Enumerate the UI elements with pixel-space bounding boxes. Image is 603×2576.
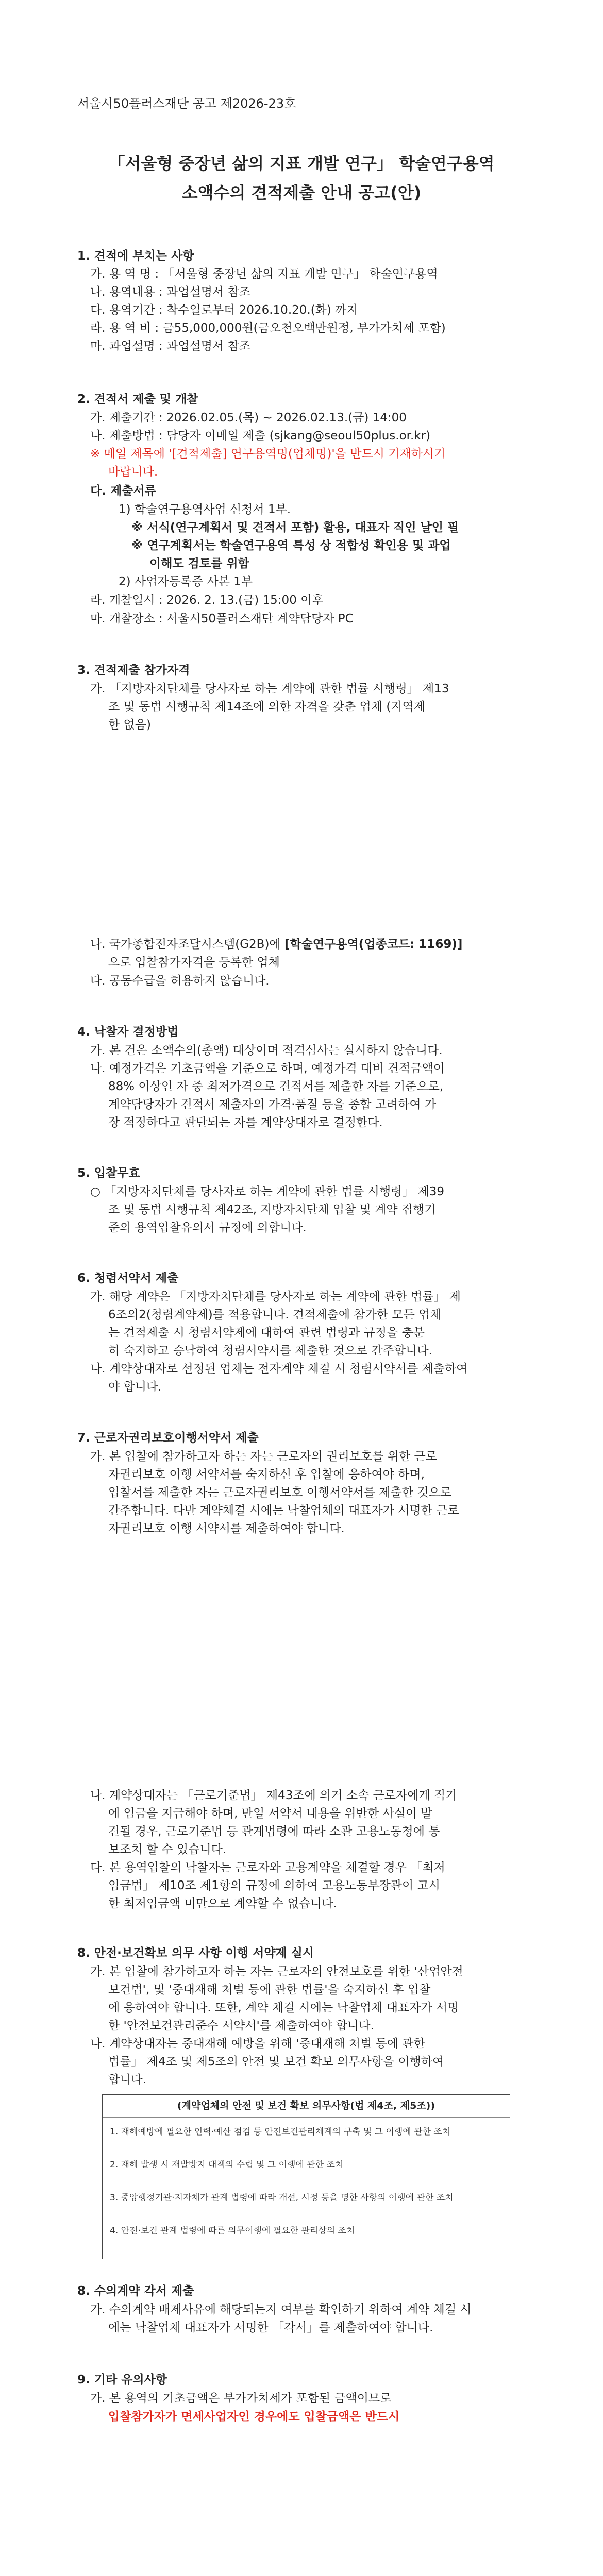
s2-item-c1: 1) 학술연구용역사업 신청서 1부.	[119, 503, 291, 516]
s8-item-b-2: 법률」 제4조 및 제5조의 안전 및 보건 확보 의무사항을 이행하여	[108, 2055, 444, 2069]
s7-item-a-5: 자권리보호 이행 서약서를 제출하여야 합니다.	[108, 1522, 345, 1535]
safety-duty-1: 1. 재해예방에 필요한 인력·예산 점검 등 안전보건관리체계의 구축 및 그 이행에 관한 조치	[110, 2127, 451, 2137]
s2-item-d: 라. 개찰일시 : 2026. 2. 13.(금) 15:00 이후	[90, 594, 324, 607]
s9-item-a-1: 가. 본 용역의 기초금액은 부가가치세가 포함된 금액이므로	[90, 2392, 392, 2405]
title-line-1: 「서울형 중장년 삶의 지표 개발 연구」 학술연구용역	[108, 154, 495, 173]
section-5-heading: 5. 입찰무효	[77, 1166, 140, 1180]
s1-item-b: 나. 용역내용 : 과업설명서 참조	[90, 285, 250, 299]
s2-item-c1-note-1: ※ 서식(연구계획서 및 견적서 포함) 활용, 대표자 직인 날인 필	[131, 521, 459, 534]
s2-item-c2: 2) 사업자등록증 사본 1부	[119, 575, 253, 588]
s5-item-1: ○ 「지방자치단체를 당사자로 하는 계약에 관한 법률 시행령」 제39	[90, 1185, 445, 1198]
s6-item-a-3: 는 견적제출 시 청렴서약제에 대하여 관련 법령과 규정을 충분	[108, 1326, 425, 1340]
s1-item-e: 마. 과업설명 : 과업설명서 참조	[90, 340, 250, 353]
section-7-heading: 7. 근로자권리보호이행서약서 제출	[77, 1431, 259, 1445]
s6-item-a-1: 가. 해당 계약은 「지방자치단체를 당사자로 하는 계약에 관한 법률」 제	[90, 1290, 461, 1303]
s7-item-a-2: 자권리보호 이행 서약서를 숙지하신 후 입찰에 응하여야 하며,	[108, 1468, 425, 1481]
s7-item-c-3: 한 최저임금액 미만으로 계약할 수 없습니다.	[108, 1897, 337, 1910]
s3-item-b-2: 으로 입찰참가자격을 등록한 업체	[108, 956, 280, 969]
s8-item-b-1: 나. 계약상대자는 중대재해 예방을 위해 '중대재해 처벌 등에 관한	[90, 2037, 425, 2050]
s4-item-b-1: 나. 예정가격은 기초금액을 기준으로 하며, 예정가격 대비 견적금액이	[90, 1062, 445, 1075]
notice-number: 서울시50플러스재단 공고 제2026-23호	[77, 96, 296, 111]
s7-item-b-1: 나. 계약상대자는 「근로기준법」 제43조에 의거 소속 근로자에게 직기	[90, 1789, 457, 1802]
s6-item-b-1: 나. 계약상대자로 선정된 업체는 전자계약 체결 시 청렴서약서를 제출하여	[90, 1362, 468, 1376]
safety-duty-4: 4. 안전·보건 관계 법령에 따른 의무이행에 필요한 관리상의 조치	[110, 2226, 355, 2236]
s8-item-a-3: 에 응하여야 합니다. 또한, 계약 체결 시에는 낙찰업체 대표자가 서명	[108, 2001, 459, 2014]
s9-item-a-2: 입찰참가자가 면세사업자인 경우에도 입찰금액은 반드시	[108, 2410, 400, 2424]
s8-item-a-1: 가. 본 입찰에 참가하고자 하는 자는 근로자의 안전보호를 위한 '산업안전	[90, 1965, 463, 1978]
s4-item-b-3: 계약담당자가 견적서 제출자의 가격·품질 등을 종합 고려하여 가	[108, 1098, 437, 1111]
s8-item-b-3: 합니다.	[108, 2073, 146, 2087]
s2-item-c: 다. 제출서류	[90, 484, 156, 498]
s4-item-b-4: 장 적정하다고 판단되는 자를 계약상대자로 결정한다.	[108, 1116, 383, 1129]
s2-item-e: 마. 개찰장소 : 서울시50플러스재단 계약담당자 PC	[90, 612, 354, 625]
s8-item-a-4: 한 '안전보건관리준수 서약서'를 제출하여야 합니다.	[108, 2019, 374, 2032]
s7-item-a-1: 가. 본 입찰에 참가하고자 하는 자는 근로자의 권리보호를 위한 근로	[90, 1450, 437, 1463]
s2-warning-2: 바랍니다.	[108, 465, 158, 479]
s6-item-a-2: 6조의2(청렴계약제)를 적용합니다. 견적제출에 참가한 모든 업체	[108, 1308, 442, 1321]
s2-item-c1-note-3: 이해도 검토를 위함	[149, 557, 249, 570]
s2-warning-1: ※ 메일 제목에 '[견적제출] 연구용역명(업체명)'을 반드시 기재하시기	[90, 447, 446, 461]
title-line-2: 소액수의 견적제출 안내 공고(안)	[181, 183, 422, 202]
section-2-heading: 2. 견적서 제출 및 개찰	[77, 393, 198, 406]
section-8-heading: 8. 안전·보건확보 의무 사항 이행 서약제 실시	[77, 1946, 314, 1960]
section-4-heading: 4. 낙찰자 결정방법	[77, 1025, 179, 1039]
s7-item-c-2: 임금법」 제10조 제1항의 규정에 의하여 고용노동부장관이 고시	[108, 1879, 440, 1892]
s6-item-a-4: 히 숙지하고 승낙하여 청렴서약서를 제출한 것으로 간주합니다.	[108, 1344, 432, 1358]
s3-item-a-2: 조 및 동법 시행규칙 제14조에 의한 자격을 갖춘 업체 (지역제	[108, 700, 426, 714]
s3-item-b-bold: [학술연구용역(업종코드: 1169)]	[284, 938, 463, 951]
s4-item-a: 가. 본 건은 소액수의(총액) 대상이며 적격심사는 실시하지 않습니다.	[90, 1044, 443, 1057]
s3-item-a-1: 가. 「지방자치단체를 당사자로 하는 계약에 관한 법률 시행령」 제13	[90, 682, 449, 696]
s1-item-a: 가. 용 역 명 : 「서울형 중장년 삶의 지표 개발 연구」 학술연구용역	[90, 267, 438, 281]
safety-duty-3: 3. 중앙행정기관·지자체가 관계 법령에 따라 개선, 시정 등을 명한 사항의 이행에 관한 조치	[110, 2193, 454, 2203]
s7-item-a-4: 간주합니다. 다만 계약체결 시에는 낙찰업체의 대표자가 서명한 근로	[108, 1504, 459, 1517]
s3-item-b-1	[90, 937, 462, 952]
s2-item-b: 나. 제출방법 : 담당자 이메일 제출 (sjkang@seoul50plus.or.kr)	[90, 429, 431, 443]
s8-item-a-2: 보건법', 및 '중대재해 처벌 등에 관한 법률'을 숙지하신 후 입찰	[108, 1983, 431, 1996]
safety-duty-2: 2. 재해 발생 시 재발방지 대책의 수립 및 그 이행에 관한 조치	[110, 2160, 344, 2170]
pledge-item-1: 가. 수의계약 배제사유에 해당되는지 여부를 확인하기 위하여 계약 체결 시	[90, 2303, 472, 2316]
pledge-item-2: 에는 낙찰업체 대표자가 서명한 「각서」를 제출하여야 합니다.	[108, 2321, 433, 2334]
s7-item-c-1: 다. 본 용역입찰의 낙찰자는 근로자와 고용계약을 체결할 경우 「최저	[90, 1861, 445, 1874]
s7-item-b-3: 견될 경우, 근로기준법 등 관계법령에 따라 소관 고용노동청에 통	[108, 1825, 440, 1838]
s6-item-b-2: 야 합니다.	[108, 1380, 162, 1394]
s5-item-3: 준의 용역입찰유의서 규정에 의합니다.	[108, 1221, 307, 1234]
section-9-heading: 9. 기타 유의사항	[77, 2373, 167, 2386]
safety-duties-box-title: (계약업체의 안전 및 보건 확보 의무사항(법 제4조, 제5조))	[177, 2100, 435, 2111]
safety-duties-box	[102, 2094, 510, 2259]
s5-item-2: 조 및 동법 시행규칙 제42조, 지방자치단체 입찰 및 계약 집행기	[108, 1203, 436, 1216]
safety-duties-box-divider	[103, 2117, 510, 2118]
s4-item-b-2: 88% 이상인 자 중 최저가격으로 견적서를 제출한 자를 기준으로,	[108, 1080, 444, 1093]
s7-item-b-4: 보조치 할 수 있습니다.	[108, 1843, 227, 1856]
section-pledge-heading: 8. 수의계약 각서 제출	[77, 2284, 194, 2298]
s3-item-a-3: 한 없음)	[108, 718, 151, 732]
s7-item-b-2: 에 임금을 지급해야 하며, 만일 서약서 내용을 위반한 사실이 발	[108, 1807, 432, 1820]
section-1-heading: 1. 견적에 부치는 사항	[77, 249, 194, 263]
s2-item-c1-note-2: ※ 연구계획서는 학술연구용역 특성 상 적합성 확인용 및 과업	[131, 539, 451, 552]
section-6-heading: 6. 청렴서약서 제출	[77, 1272, 179, 1285]
s1-item-d: 라. 용 역 비 : 금55,000,000원(금오천오백만원정, 부가가치세 포함)	[90, 321, 446, 335]
s2-item-a: 가. 제출기간 : 2026.02.05.(목) ~ 2026.02.13.(금) 14:00	[90, 411, 407, 425]
s7-item-a-3: 입찰서를 제출한 자는 근로자권리보호 이행서약서를 제출한 것으로	[108, 1486, 451, 1499]
s3-item-c: 다. 공동수급을 허용하지 않습니다.	[90, 974, 270, 988]
s3-item-b-prefix: 나. 국가종합전자조달시스템(G2B)에	[90, 938, 284, 951]
s1-item-c: 다. 용역기간 : 착수일로부터 2026.10.20.(화) 까지	[90, 303, 358, 317]
section-3-heading: 3. 견적제출 참가자격	[77, 664, 190, 677]
